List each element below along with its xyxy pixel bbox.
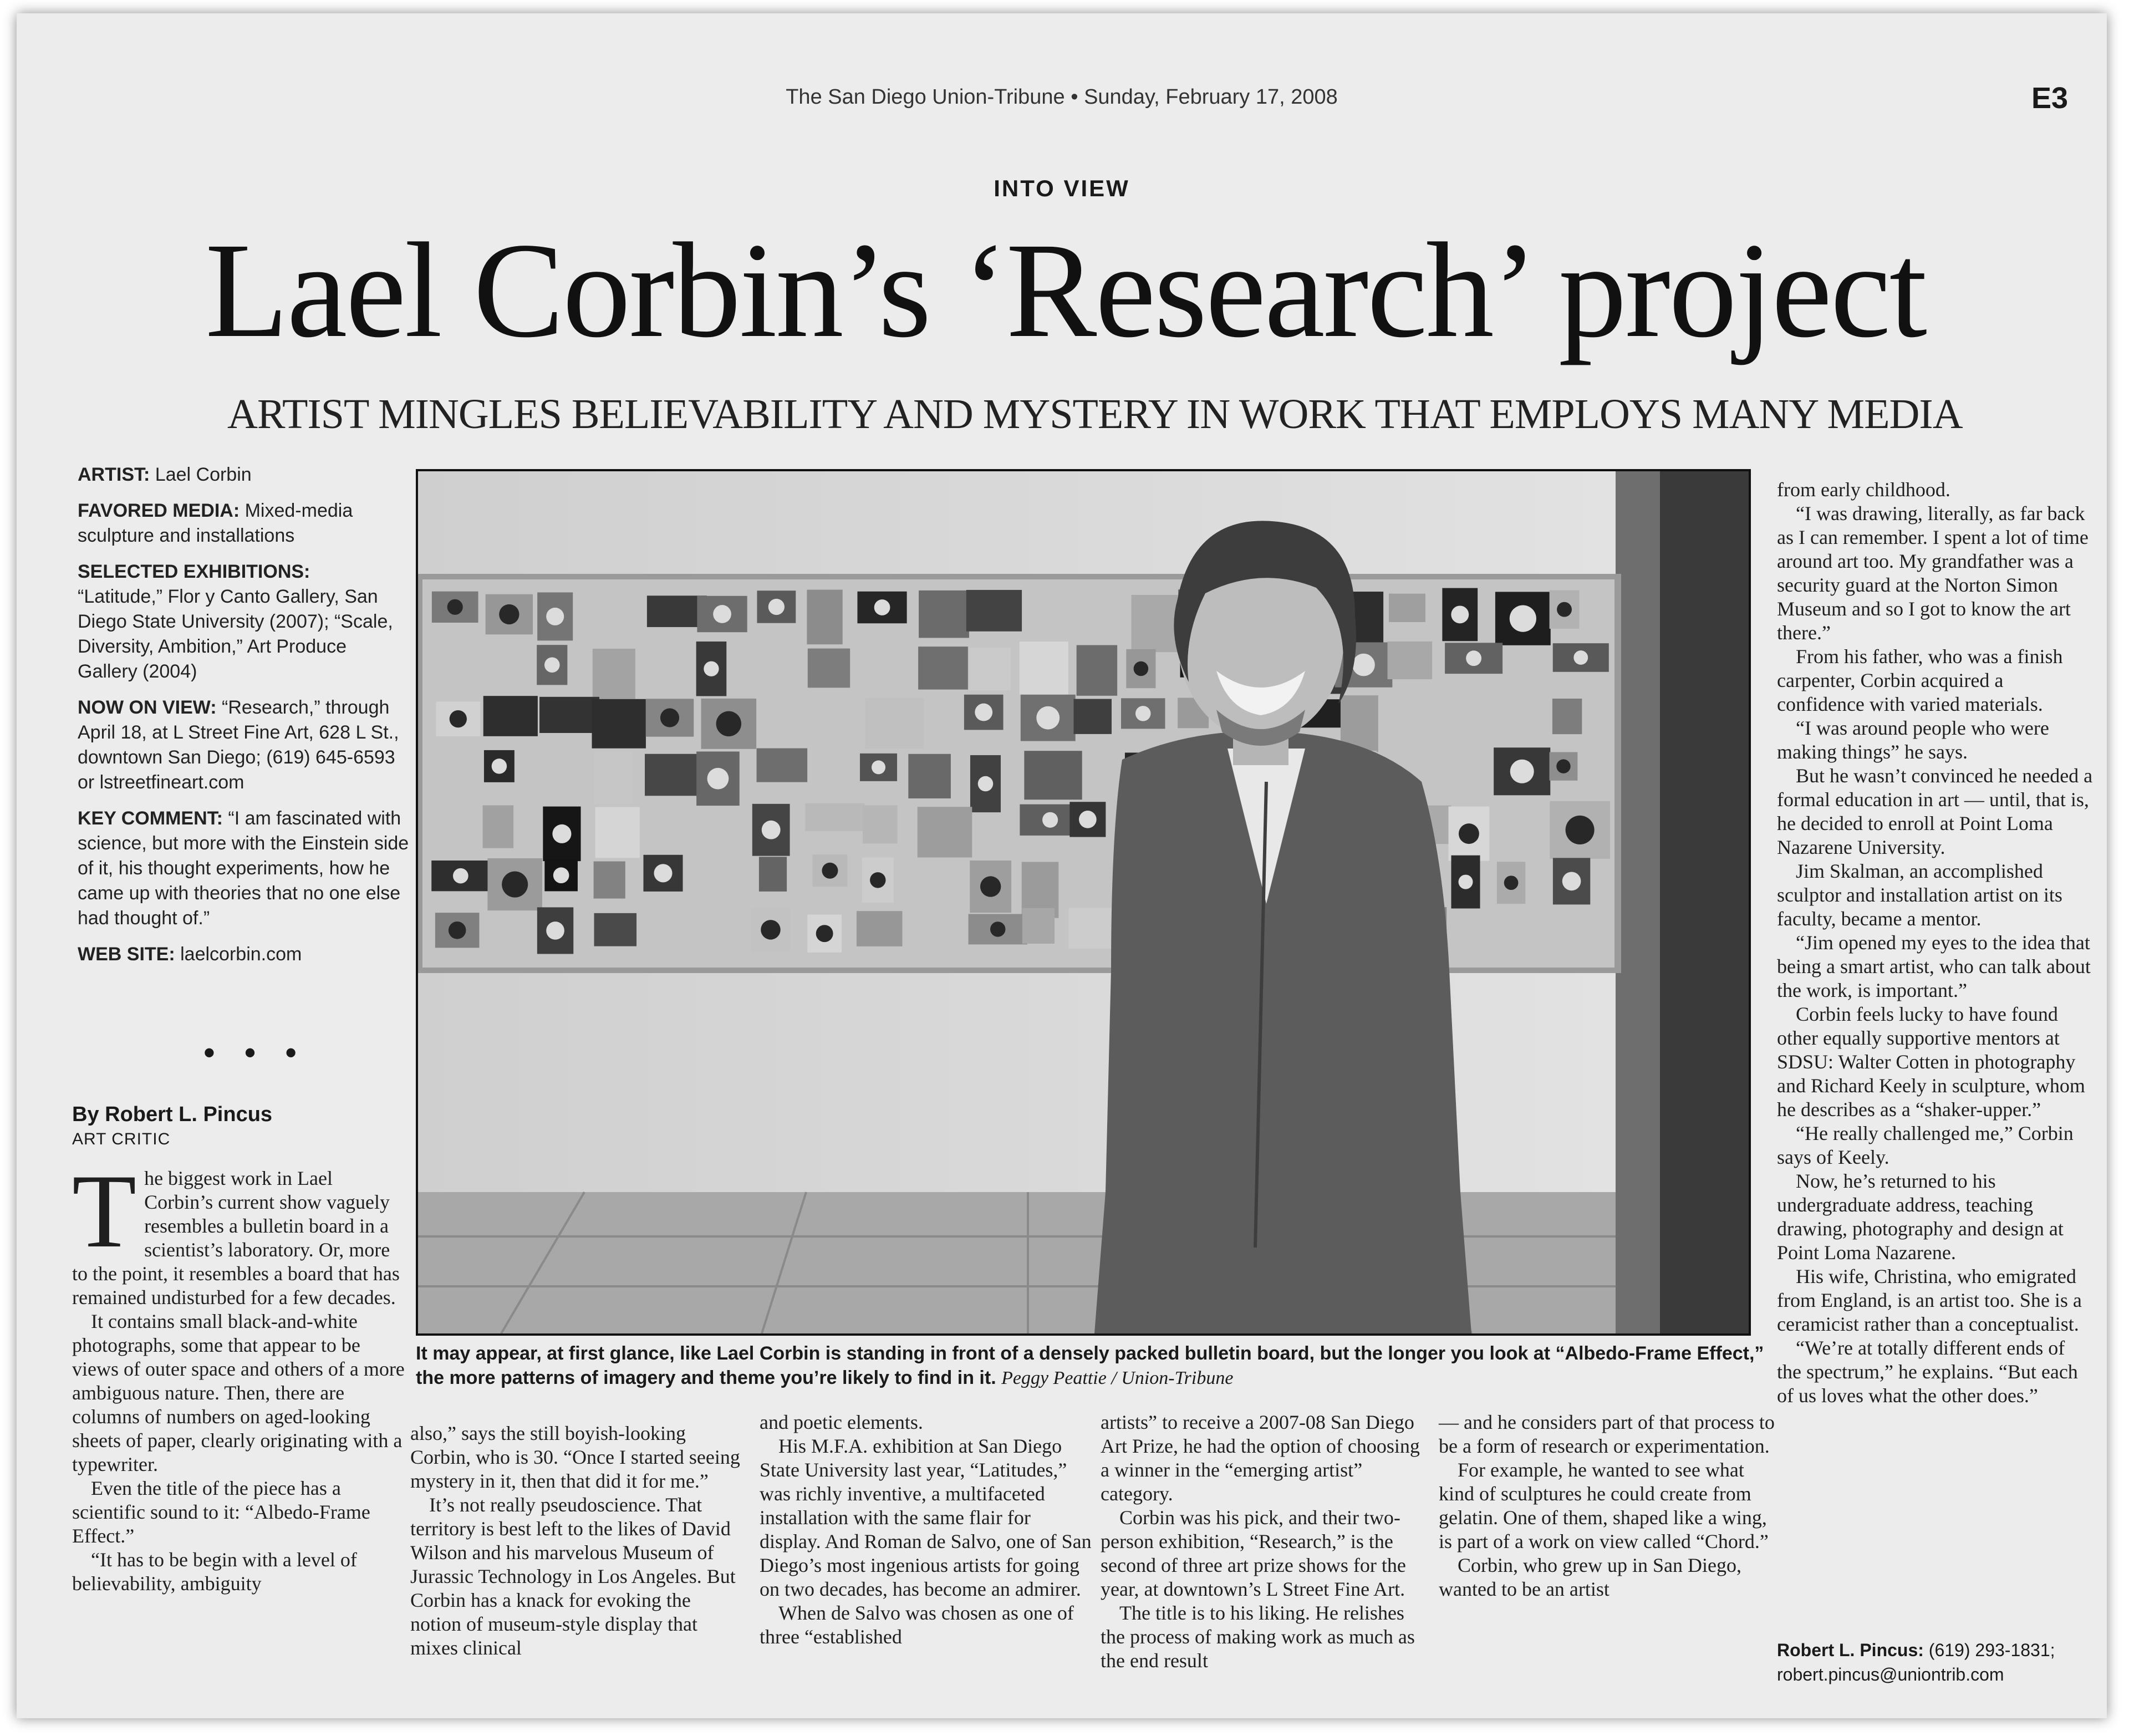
board-photo-orb bbox=[453, 868, 468, 884]
lede-paragraph bbox=[72, 1153, 405, 1310]
article-photo bbox=[416, 469, 1751, 1336]
board-photo-tile bbox=[919, 590, 969, 638]
fact-now-on-view bbox=[78, 695, 410, 795]
board-photo-orb bbox=[1510, 760, 1534, 783]
paragraph: Corbin was his pick, and their two-person exhibition, “Research,” is the second of three art prize shows for the year, at downtown’s L Street Fine Art. bbox=[1101, 1506, 1406, 1600]
drop-cap: T bbox=[72, 1153, 137, 1270]
board-photo-orb bbox=[1042, 812, 1058, 828]
fact-artist-value: Lael Corbin bbox=[155, 464, 252, 485]
paragraph: It contains small black-and-white photographs, some that appear to be views of outer space and others of a more ambiguous nature. Then, there are columns of numbers on aged-looking sheets of paper, clearly originating with a typewriter. bbox=[72, 1310, 405, 1475]
board-photo-orb bbox=[975, 704, 992, 721]
board-photo-tile bbox=[908, 754, 951, 798]
board-photo-tile bbox=[808, 649, 850, 688]
byline-name: By Robert L. Pincus bbox=[72, 1103, 273, 1126]
photo-illustration bbox=[418, 471, 1749, 1333]
board-photo-orb bbox=[1562, 872, 1581, 891]
board-photo-orb bbox=[1556, 759, 1570, 773]
paragraph: Corbin feels lucky to have found other equally supportive mentors at SDSU: Walter Cotten in photography and Richard Keely in sculpture, whom he describes as a “shaker-upper.” bbox=[1777, 1003, 2085, 1121]
board-photo-orb bbox=[492, 758, 507, 773]
board-photo-orb bbox=[1566, 816, 1595, 844]
article-column-1 bbox=[72, 1153, 405, 1596]
fact-artist-label: ARTIST: bbox=[78, 464, 150, 485]
fact-media-label: FAVORED MEDIA: bbox=[78, 500, 240, 521]
paragraph: It’s not really pseudoscience. That territory is best left to the likes of David Wilson and his marvelous Museum of Jurassic Technology in Los Angeles. But Corbin has a knack for evoking the notion of museum-style display that mixes clinical bbox=[410, 1494, 736, 1659]
article-column-2 bbox=[410, 1422, 743, 1660]
board-photo-orb bbox=[499, 604, 519, 624]
board-photo-orb bbox=[1451, 605, 1469, 623]
fact-website bbox=[78, 942, 410, 967]
photo-credit: Peggy Peattie / Union-Tribune bbox=[1001, 1368, 1234, 1388]
board-photo-tile bbox=[594, 913, 637, 946]
board-photo-orb bbox=[1036, 706, 1060, 730]
board-photo-orb bbox=[870, 872, 885, 888]
board-photo-orb bbox=[1510, 605, 1536, 632]
board-photo-orb bbox=[1557, 602, 1572, 617]
board-photo-orb bbox=[1466, 650, 1481, 666]
board-photo-orb bbox=[544, 657, 560, 673]
board-photo-orb bbox=[980, 876, 1001, 897]
caption-text: It may appear, at first glance, like Lael Corbin is standing in front of a densely packed bulletin board, but the longer you look at “Albedo-Frame Effect,” the more patterns of imagery and theme you’re likely to find in it. bbox=[416, 1343, 1764, 1388]
board-photo-orb bbox=[1352, 654, 1375, 676]
fact-now-label: NOW ON VIEW: bbox=[78, 697, 217, 718]
board-photo-tile bbox=[483, 805, 514, 848]
board-photo-orb bbox=[654, 864, 672, 882]
paragraph: and poetic elements. bbox=[760, 1411, 923, 1433]
photo-caption bbox=[416, 1341, 1780, 1391]
fact-web-label: WEB SITE: bbox=[78, 944, 175, 965]
board-photo-tile bbox=[865, 698, 923, 749]
board-photo-orb bbox=[553, 867, 569, 883]
fact-comment-label: KEY COMMENT: bbox=[78, 808, 223, 829]
board-photo-orb bbox=[1459, 823, 1479, 844]
article-column-4 bbox=[1101, 1411, 1433, 1673]
byline-role: ART CRITIC bbox=[72, 1130, 171, 1148]
board-photo-orb bbox=[978, 776, 994, 792]
board-photo-tile bbox=[969, 648, 1011, 690]
board-photo-tile bbox=[1077, 645, 1117, 696]
board-photo-tile bbox=[1024, 751, 1082, 800]
newspaper-page bbox=[17, 13, 2107, 1718]
article-column-6 bbox=[1777, 478, 2093, 1408]
board-photo-tile bbox=[592, 699, 646, 749]
board-photo-tile bbox=[918, 807, 972, 857]
board-photo-tile bbox=[1389, 594, 1425, 622]
board-photo-orb bbox=[447, 599, 463, 615]
paragraph: The title is to his liking. He relishes the process of making work as much as the end result bbox=[1101, 1602, 1415, 1672]
board-photo-orb bbox=[761, 920, 780, 939]
board-photo-orb bbox=[713, 605, 731, 623]
paragraph: Now, he’s returned to his undergraduate address, teaching drawing, photography and design at Point Loma Nazarene. bbox=[1777, 1170, 2064, 1264]
board-photo-tile bbox=[918, 646, 968, 689]
board-photo-orb bbox=[704, 661, 719, 676]
board-photo-tile bbox=[1552, 699, 1582, 734]
fact-key-comment bbox=[78, 806, 410, 931]
fact-comment-value: “I am fascinated with science, but more with the Einstein side of it, his thought experiments, how he came up with theories that no one else had thought of.” bbox=[78, 808, 409, 929]
lede-text: he biggest work in Lael Corbin’s current show vaguely resembles a bulletin board in a scientist’s laboratory. Or, more to the point, it resembles a board that has remained undisturbed for a few decades. bbox=[72, 1167, 400, 1309]
paragraph: artists” to receive a 2007-08 San Diego Art Prize, he had the option of choosing a winner in the “emerging artist” category. bbox=[1101, 1411, 1420, 1505]
fact-exhibitions-label: SELECTED EXHIBITIONS: bbox=[78, 561, 310, 582]
board-photo-orb bbox=[450, 710, 467, 727]
board-photo-orb bbox=[990, 922, 1005, 936]
paragraph: When de Salvo was chosen as one of three “established bbox=[760, 1602, 1074, 1648]
board-photo-tile bbox=[757, 749, 808, 782]
board-photo-orb bbox=[1135, 706, 1151, 721]
paragraph: “Jim opened my eyes to the idea that being a smart artist, who can talk about the work, is important.” bbox=[1777, 931, 2091, 1001]
board-photo-orb bbox=[449, 922, 466, 939]
board-photo-tile bbox=[1022, 908, 1055, 944]
board-photo-tile bbox=[863, 805, 898, 843]
board-photo-orb bbox=[816, 925, 833, 942]
board-photo-orb bbox=[546, 608, 564, 625]
board-photo-tile bbox=[594, 752, 632, 805]
board-photo-orb bbox=[502, 872, 528, 898]
section-kicker: INTO VIEW bbox=[994, 175, 1130, 201]
paragraph: His wife, Christina, who emigrated from England, is an artist too. She is a ceramicist rather than a conceptualist. bbox=[1777, 1265, 2082, 1335]
board-photo-tile bbox=[594, 862, 625, 899]
board-photo-orb bbox=[1134, 661, 1149, 676]
board-photo-orb bbox=[1079, 811, 1097, 828]
board-photo-tile bbox=[1073, 699, 1112, 734]
board-photo-tile bbox=[857, 911, 903, 946]
board-photo-tile bbox=[645, 754, 697, 796]
paragraph: “It has to be begin with a level of believability, ambiguity bbox=[72, 1549, 357, 1595]
fact-media bbox=[78, 498, 410, 548]
fact-box bbox=[78, 462, 410, 978]
board-photo-tile bbox=[539, 697, 599, 733]
contact-email: robert.pincus@uniontrib.com bbox=[1777, 1664, 2004, 1684]
fact-exhibitions bbox=[78, 559, 410, 684]
board-photo-tile bbox=[595, 807, 640, 858]
board-photo-tile bbox=[1388, 642, 1433, 679]
article-column-5 bbox=[1439, 1411, 1782, 1601]
paragraph: From his father, who was a finish carpenter, Corbin acquired a confidence with varied materials. bbox=[1777, 645, 2063, 715]
paragraph: — and he considers part of that process to be a form of research or experimentation. bbox=[1439, 1411, 1775, 1457]
separator-dots: • • • bbox=[203, 1034, 307, 1071]
board-photo-orb bbox=[872, 760, 885, 774]
contact-phone: (619) 293-1831; bbox=[1928, 1640, 2055, 1660]
deck-subheadline: ARTIST MINGLES BELIEVABILITY AND MYSTERY IN WORK THAT EMPLOYS MANY MEDIA bbox=[227, 391, 1963, 437]
fact-now-value: “Research,” through April 18, at L Street Fine Art, 628 L St., downtown San Diego; (619) 645-6593 or lstreetfineart.com bbox=[78, 697, 399, 793]
paragraph: Even the title of the piece has a scientific sound to it: “Albedo-Frame Effect.” bbox=[72, 1477, 370, 1547]
board-photo-orb bbox=[1504, 875, 1519, 890]
board-photo-orb bbox=[716, 711, 741, 736]
board-photo-tile bbox=[593, 649, 635, 699]
board-photo-tile bbox=[759, 857, 787, 892]
fact-exhibitions-value: “Latitude,” Flor y Canto Gallery, San Diego State University (2007); “Scale, Diversity, Ambition,” Art Produce Gallery (2004) bbox=[78, 586, 393, 682]
masthead: The San Diego Union-Tribune • Sunday, February 17, 2008 bbox=[786, 85, 1338, 109]
board-photo-orb bbox=[660, 708, 679, 727]
board-photo-orb bbox=[1573, 650, 1588, 665]
paragraph: But he wasn’t convinced he needed a formal education in art — until, that is, he decided to enroll at Point Loma Nazarene University. bbox=[1777, 765, 2093, 858]
board-photo-orb bbox=[822, 863, 838, 879]
paragraph: “He really challenged me,” Corbin says of Keely. bbox=[1777, 1122, 2074, 1168]
board-photo-tile bbox=[1020, 642, 1068, 695]
page-number: E3 bbox=[2031, 82, 2068, 115]
paragraph: For example, he wanted to see what kind of sculptures he could create from gelatin. One of them, shaped like a wing, is part of a work on view called “Chord.” bbox=[1439, 1459, 1769, 1552]
board-photo-orb bbox=[874, 599, 890, 615]
contact-name: Robert L. Pincus: bbox=[1777, 1640, 1924, 1660]
paragraph: His M.F.A. exhibition at San Diego State University last year, “Latitudes,” was richly inventive, a multifaceted installation with the same flair for display. And Roman de Salvo, one of San Diego’s most ingenious artists for going on two decades, has become an admirer. bbox=[760, 1435, 1092, 1600]
board-photo-orb bbox=[762, 821, 781, 839]
board-photo-orb bbox=[552, 824, 571, 843]
fact-web-value: laelcorbin.com bbox=[180, 944, 302, 965]
board-photo-tile bbox=[483, 696, 538, 736]
byline bbox=[72, 1103, 405, 1149]
board-photo-orb bbox=[546, 922, 564, 940]
board-photo-orb bbox=[1458, 875, 1473, 889]
paragraph: “I was around people who were making things” he says. bbox=[1777, 717, 2049, 763]
paragraph: also,” says the still boyish-looking Corbin, who is 30. “Once I started seeing mystery in it, then that did it for me.” bbox=[410, 1422, 740, 1492]
paragraph: from early childhood. bbox=[1777, 478, 1950, 501]
paragraph: “We’re at totally different ends of the spectrum,” he explains. “But each of us loves what the other does.” bbox=[1777, 1337, 2078, 1407]
paragraph: Jim Skalman, an accomplished sculptor and installation artist on its faculty, became a mentor. bbox=[1777, 860, 2062, 930]
fact-artist bbox=[78, 462, 410, 487]
paragraph: Corbin, who grew up in San Diego, wanted to be an artist bbox=[1439, 1554, 1741, 1600]
paragraph: “I was drawing, literally, as far back as I can remember. I spent a lot of time around art too. My grandfather was a security guard at the Norton Simon Museum and so I got to know the art there.” bbox=[1777, 502, 2089, 644]
board-photo-tile bbox=[807, 590, 842, 645]
author-contact bbox=[1777, 1638, 2107, 1687]
headline: Lael Corbin’s ‘Research’ project bbox=[205, 215, 1926, 366]
board-photo-tile bbox=[966, 590, 1022, 632]
fact-media-value: Mixed-media sculpture and installations bbox=[78, 500, 353, 546]
article-column-3 bbox=[760, 1411, 1092, 1649]
board-photo-orb bbox=[707, 768, 729, 790]
board-photo-tile bbox=[805, 803, 864, 831]
board-photo-orb bbox=[768, 599, 785, 615]
